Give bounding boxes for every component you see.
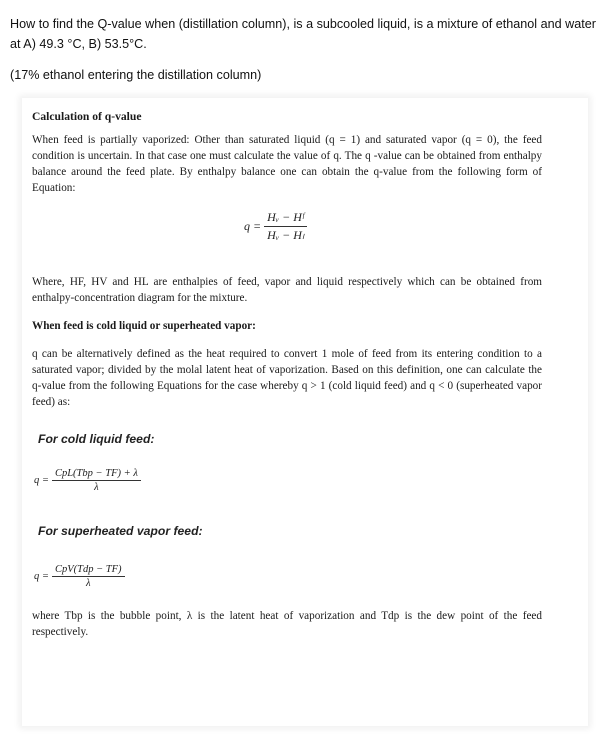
- definition-paragraph: q can be alternatively defined as the heat required to convert 1 mole of feed from its entering condition to a saturated vapor; divided by the molal latent heat of vaporization. Based on this definition, one can calculate the q-value from the following Equations for the case whereby q > 1 (cold liquid feed) and q < 0 (superheated vapor feed) as:: [32, 348, 542, 408]
- equation-cold-liquid: [34, 468, 141, 493]
- question-note: (17% ethanol entering the distillation column): [10, 68, 262, 82]
- footer-paragraph: where Tbp is the bubble point, λ is the latent heat of vaporization and Tdp is the dew point of the feed respectively.: [32, 610, 542, 638]
- equation-lhs: q =: [34, 475, 49, 486]
- textbook-excerpt-image: [22, 98, 588, 726]
- equation-lhs: q =: [244, 219, 262, 233]
- superheated-vapor-heading: For superheated vapor feed:: [38, 524, 203, 538]
- equation-denominator: λ: [85, 578, 91, 589]
- equation-denominator: λ: [94, 482, 99, 493]
- question-text: How to find the Q-value when (distillation column), is a subcooled liquid, is a mixture of ethanol and water at A) 49.3 °C, B) 53.5°C.: [10, 17, 596, 51]
- equation-denominator: Hᵥ − Hₗ: [267, 228, 304, 242]
- section-heading: Calculation of q-value: [32, 110, 142, 123]
- intro-paragraph: When feed is partially vaporized: Other than saturated liquid (q = 1) and saturated vapor (q = 0), the feed condition is uncertain. In that case one must calculate the value of q. The q -value can be obtained from enthalpy balance around the feed plate. By enthalpy balance one can obtain the q-value from the following form of Equation:: [32, 134, 542, 194]
- subheading-cold-superheated: When feed is cold liquid or superheated vapor:: [32, 320, 256, 332]
- equation-numerator: CpV(Tdp − TF): [52, 564, 125, 577]
- equation-q-enthalpy: [244, 210, 307, 243]
- equation-superheated-vapor: [34, 564, 125, 589]
- equation-numerator: CpL(Tbp − TF) + λ: [52, 468, 141, 481]
- cold-liquid-heading: For cold liquid feed:: [38, 432, 155, 446]
- equation-lhs: q =: [34, 571, 49, 582]
- equation-numerator: Hᵥ − Hᶠ: [264, 210, 307, 227]
- where-paragraph: Where, HF, HV and HL are enthalpies of feed, vapor and liquid respectively which can be obtained from enthalpy-concentration diagram for the mixture.: [32, 276, 542, 304]
